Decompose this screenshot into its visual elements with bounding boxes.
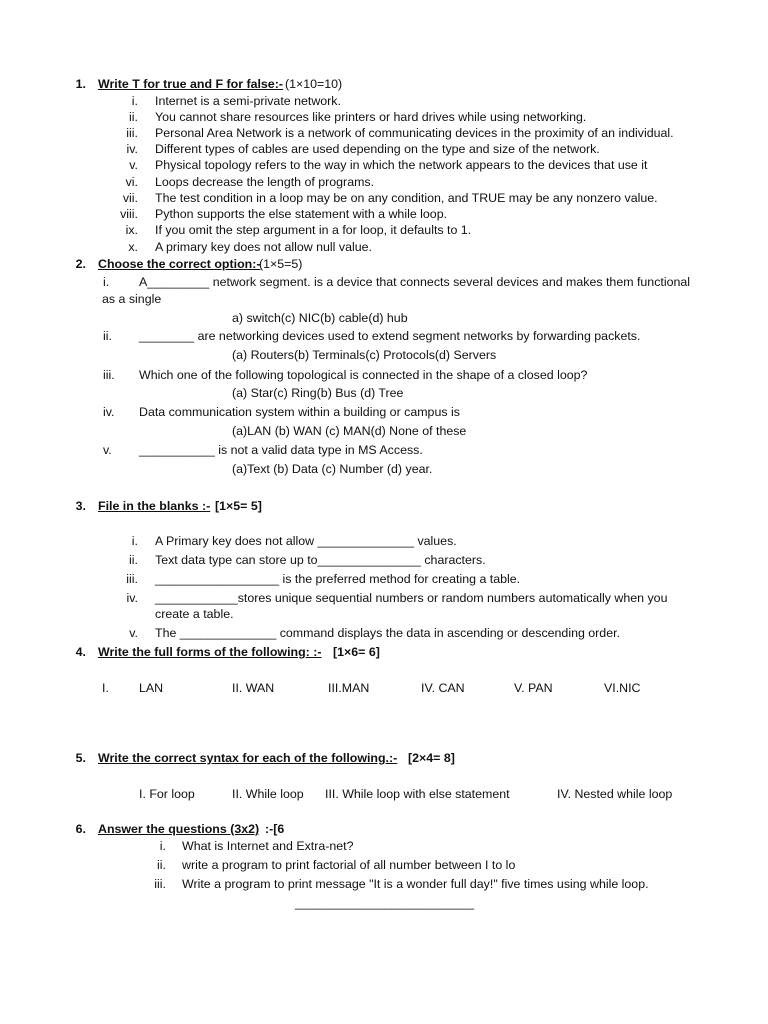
q1-marks: (1×10=10) xyxy=(285,77,343,91)
q4-term: II. WAN xyxy=(232,681,275,695)
q3-item-num: i. xyxy=(131,534,138,548)
q4-heading: Write the full forms of the following: :- xyxy=(98,645,322,659)
q2-item-options: (a)Text (b) Data (c) Number (d) year. xyxy=(232,462,433,476)
q2-item-text: Which one of the following topological is connected in the shape of a closed loop? xyxy=(139,368,588,382)
q1-item-text: The test condition in a loop may be on any condition, and TRUE may be any nonzero value. xyxy=(155,191,658,205)
end-line: __________________________ xyxy=(295,896,475,910)
q5-number: 5. xyxy=(75,751,86,765)
q1-item-text: Physical topology refers to the way in which the network appears to the devices that use it xyxy=(155,158,648,172)
q4-term: V. PAN xyxy=(514,681,553,695)
q2-item-options: (a)LAN (b) WAN (c) MAN(d) None of these xyxy=(232,424,467,438)
q1-item-text: If you omit the step argument in a for loop, it defaults to 1. xyxy=(155,223,472,237)
q1-item-num: v. xyxy=(129,158,138,172)
q6-item-num: ii. xyxy=(157,858,166,872)
q6-item-text: What is Internet and Extra-net? xyxy=(182,839,354,853)
q1-item-num: ix. xyxy=(125,223,138,237)
q2-marks: (1×5=5) xyxy=(259,257,303,271)
q3-item-num: iii. xyxy=(126,572,138,586)
q1-item-num: ii. xyxy=(129,110,138,124)
q2-item-num: ii. xyxy=(103,329,112,343)
q6-item-num: iii. xyxy=(154,877,166,891)
q1-number: 1. xyxy=(75,77,86,91)
q3-item-num: iv. xyxy=(126,591,138,605)
q6-item-text: Write a program to print message "It is a wonder full day!" five times using while loop. xyxy=(182,877,649,891)
q2-item-text: Data communication system within a building or campus is xyxy=(139,405,460,419)
q1-item-num: vii. xyxy=(122,191,138,205)
q2-item-continuation: as a single xyxy=(102,292,162,306)
q6-item-num: i. xyxy=(159,839,166,853)
q5-item: IV. Nested while loop xyxy=(557,787,673,801)
q2-item-options: a) switch(c) NIC(b) cable(d) hub xyxy=(232,311,408,325)
q5-heading: Write the correct syntax for each of the following.:- xyxy=(98,751,398,765)
q2-item-num: i. xyxy=(103,275,110,289)
q2-item-text: A_________ network segment. is a device that connects several devices and makes them functional xyxy=(139,275,691,289)
q3-item-num: v. xyxy=(129,626,138,640)
q2-item-num: iii. xyxy=(103,368,115,382)
q3-item-text: ____________stores unique sequential numbers or random numbers automatically when you xyxy=(155,591,668,605)
q6-marks: :-[6 xyxy=(265,822,285,836)
q1-heading: Write T for true and F for false:- xyxy=(98,77,283,91)
q5-item: II. While loop xyxy=(232,787,304,801)
q1-item-num: viii. xyxy=(120,207,138,221)
q1-item-text: Personal Area Network is a network of communicating devices in the proximity of an individual. xyxy=(155,126,674,140)
q2-item-options: (a) Routers(b) Terminals(c) Protocols(d) Servers xyxy=(232,348,497,362)
q4-term-num: I. xyxy=(102,681,109,695)
q2-item-options: (a) Star(c) Ring(b) Bus (d) Tree xyxy=(232,386,404,400)
q1-item-num: vi. xyxy=(125,175,138,189)
q1-item-text: Different types of cables are used depending on the type and size of the network. xyxy=(155,142,600,156)
q1-item-num: iii. xyxy=(126,126,138,140)
q4-marks: [1×6= 6] xyxy=(333,645,380,659)
q2-item-num: v. xyxy=(103,443,112,457)
q2-number: 2. xyxy=(75,257,86,271)
q6-item-text: write a program to print factorial of all number between I to lo xyxy=(182,858,516,872)
q4-term: VI.NIC xyxy=(604,681,641,695)
q2-item-text: ________ are networking devices used to extend segment networks by forwarding packets. xyxy=(139,329,641,343)
q1-item-text: You cannot share resources like printers or hard drives while using networking. xyxy=(155,110,587,124)
q1-item-text: Internet is a semi-private network. xyxy=(155,94,341,108)
q4-term: III.MAN xyxy=(328,681,370,695)
q2-item-text: ___________ is not a valid data type in MS Access. xyxy=(139,443,423,457)
q3-item-continuation: create a table. xyxy=(155,607,234,621)
q3-item-text: A Primary key does not allow ______________ values. xyxy=(155,534,457,548)
q3-item-text: The ______________ command displays the data in ascending or descending order. xyxy=(155,626,620,640)
q1-item-num: x. xyxy=(128,240,138,254)
q1-item-num: i. xyxy=(131,94,138,108)
q1-item-text: A primary key does not allow null value. xyxy=(155,240,372,254)
q5-item: III. While loop with else statement xyxy=(325,787,510,801)
q1-item-num: iv. xyxy=(126,142,138,156)
q4-number: 4. xyxy=(75,645,86,659)
q4-term: IV. CAN xyxy=(421,681,465,695)
q3-item-text: __________________ is the preferred method for creating a table. xyxy=(155,572,521,586)
q5-item: I. For loop xyxy=(139,787,195,801)
q3-number: 3. xyxy=(75,499,86,513)
q3-heading: File in the blanks :- xyxy=(98,499,211,513)
q3-item-text: Text data type can store up to_______________ characters. xyxy=(155,553,486,567)
q2-item-num: iv. xyxy=(103,405,115,419)
q6-number: 6. xyxy=(75,822,86,836)
q1-item-text: Loops decrease the length of programs. xyxy=(155,175,375,189)
q5-marks: [2×4= 8] xyxy=(408,751,455,765)
q1-item-text: Python supports the else statement with a while loop. xyxy=(155,207,448,221)
q4-term: LAN xyxy=(139,681,164,695)
q2-heading: Choose the correct option:- xyxy=(98,257,261,271)
q3-item-num: ii. xyxy=(129,553,138,567)
q6-heading: Answer the questions (3x2) xyxy=(98,822,260,836)
q3-marks: [1×5= 5] xyxy=(215,499,262,513)
